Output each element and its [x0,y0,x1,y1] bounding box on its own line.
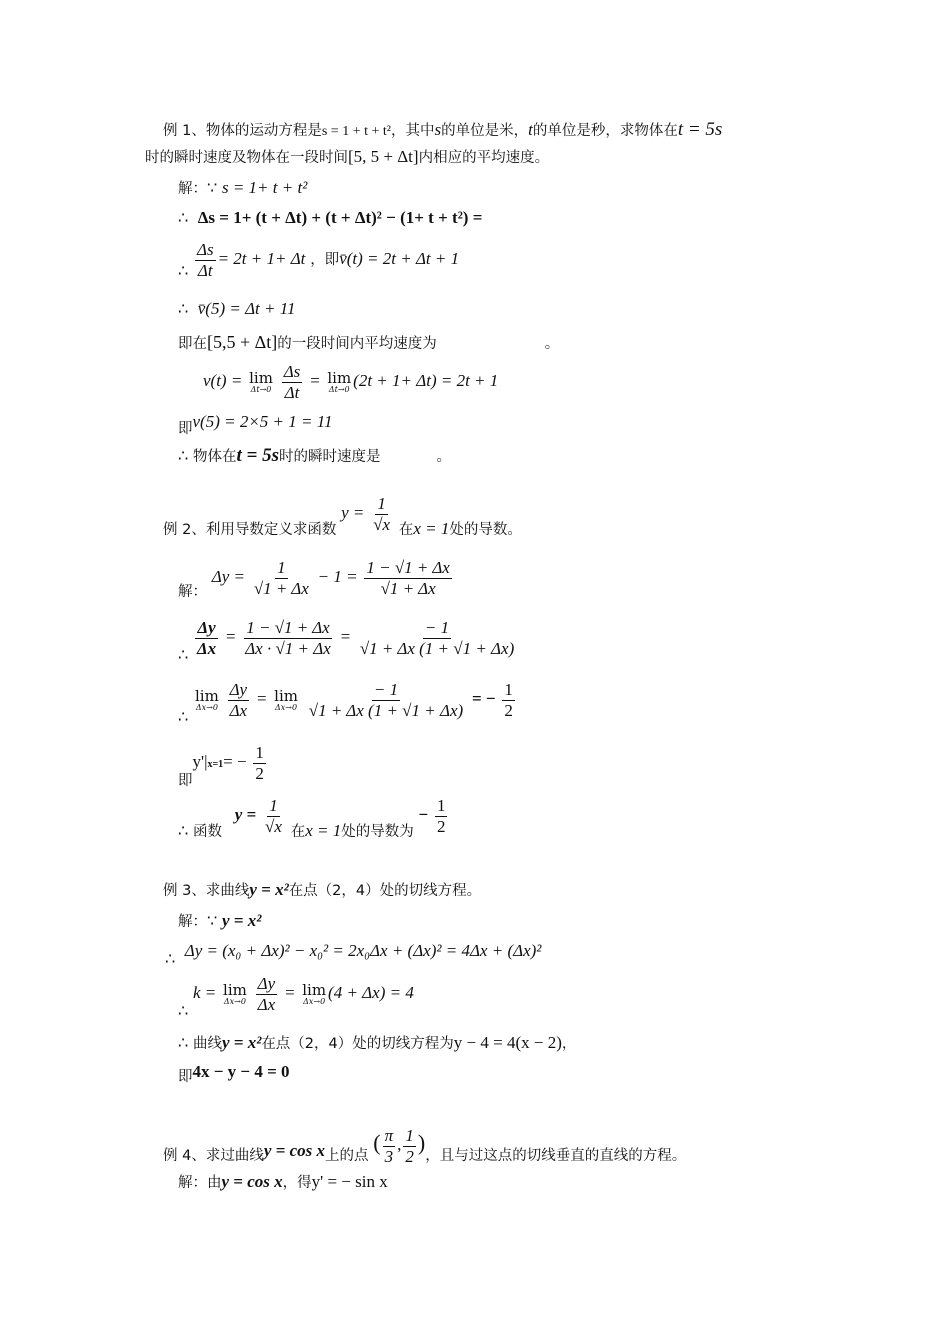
fraction-numerator: 1 [269,796,278,815]
lim-subscript: Δx→0 [223,996,246,1006]
fraction-numerator: 1 [277,558,286,577]
ex3-dy-dx-fraction [256,974,278,1014]
therefore-symbol: ∴ [178,1033,189,1052]
ex1-eq-s: s = 1 + t + t² [321,124,391,139]
ex2-ratio-fraction-2 [358,618,516,658]
fraction-denominator: √x [373,514,391,534]
ex1-mid2: 的单位是米， [441,123,529,139]
ex1-vt-eq: = [309,371,321,391]
ex2-ratio-line [178,618,518,664]
ex1-v5-final: v(5) = 2×5 + 1 = 11 [192,412,333,431]
therefore-symbol: ∴ [178,208,189,227]
ex1-line1 [163,119,722,142]
ex1-vt-lhs: v(t) = [203,371,243,391]
ex3-sol [178,911,261,931]
ex2-dy-fraction-1 [252,558,311,598]
ex4-one-half [403,1126,416,1166]
fraction-denominator: Δt [197,260,213,280]
fraction-numerator: − 1 [373,680,399,699]
ex2-yprime: y'| [192,752,208,772]
ex2-conc-half [435,796,448,836]
ex2-conclusion [178,796,449,841]
lim-subscript: Δx→0 [195,702,218,712]
ex1-conc-a: 物体在 [192,449,237,465]
ex3-conc-b: 在点（2，4）处的切线方程为 [261,1036,454,1052]
ex1-ds-dt-fraction-2 [282,362,303,402]
ex1-sym-s: s [434,120,442,139]
ex4-curve: y = cos x [263,1141,325,1161]
fraction-numerator: − 1 [424,618,450,637]
therefore-symbol: ∴ [178,446,189,465]
ex4-sol-curve: y = cos x [221,1172,283,1191]
ex1-conc-t: t = 5s [236,445,279,466]
ex1-vbar-eq: v̄(t) = 2t + Δt + 1 [339,249,460,269]
ex4-mid: 上的点 [325,1148,369,1165]
lim-word: lim [274,686,298,705]
ex3-tail: 在点（2，4）处的切线方程。 [288,883,482,899]
ex3-line-eq-text: 4x − y − 4 = 0 [192,1062,290,1081]
ex2-dy-dx-fraction [195,618,218,658]
ex1-vt-rhs: (2t + 1+ Δt) = 2t + 1 [353,371,499,391]
ex1-conc-end: 。 [436,449,451,465]
fraction-numerator: Δy [229,680,248,699]
ex2-sol-label: 解： [178,584,207,601]
fraction-numerator: 1 [255,743,264,762]
ex2-line1 [163,494,522,539]
limit-operator [249,368,273,394]
ex1-mid1: ，其中 [390,123,435,139]
ex1-t5s: t = 5s [677,119,723,140]
ex4-sol [178,1172,388,1192]
limit-operator [194,686,219,712]
ex1-ds-eq: Δs = 1+ (t + Δt) + (t + Δt)² − (1+ t + t²) = [197,208,483,227]
fraction-denominator: Δx [196,638,217,658]
ex1-sol-label: 解： [178,181,207,197]
ex3-line-eq [178,1062,290,1086]
fraction-numerator: Δs [283,362,301,381]
equals: = [224,627,237,647]
fraction-numerator: 1 [504,680,513,699]
ex2-conc-mid: 处的导数为 [341,824,414,841]
lim-word: lim [302,980,327,999]
ex2-conc-y-lhs: y = [234,805,257,825]
therefore-symbol: ∴ [165,949,176,968]
fraction-denominator: 2 [405,1146,414,1166]
fraction-denominator: 2 [255,763,264,783]
ex2-conc-fraction [263,796,284,836]
fraction-numerator: 1 [377,494,386,513]
lim-word: lim [327,368,352,387]
open-paren: ( [373,1130,381,1156]
ex2-half-neg: = − [471,689,496,709]
ex2-conc-x1: x = 1 [305,821,342,841]
therefore-symbol: ∴ [178,260,189,280]
close-paren: ) [417,1130,426,1156]
ex1-interval: [5, 5 + Δt] [348,147,419,166]
ex4-deriv: y' = − sin x [311,1172,388,1191]
ex4-tail: ，且与过这点的切线垂直的直线的方程。 [425,1148,687,1165]
ex3-dy-line [165,941,541,968]
ex1-v5-eq: v̄(5) = Δt + 11 [197,299,296,318]
ex4-sol-b: ，得 [282,1175,312,1191]
limit-operator [223,980,247,1006]
ex3-conclusion [178,1033,576,1053]
ex3-k-lhs: k = [192,983,217,1003]
fraction-denominator: Δx · √1 + Δx [245,638,331,658]
ex4-label: 例 4、求过曲线 [163,1148,264,1165]
therefore-symbol: ∴ [178,299,189,318]
ex4-sol-a: 解：由 [178,1175,222,1191]
ex2-tail: 处的导数。 [449,522,522,539]
limit-operator [274,686,298,712]
ex2-ratio-fraction-1 [243,618,333,658]
ex2-yprime-rhs: = − [223,752,247,772]
fraction-denominator: √1 + Δx (1 + √1 + Δx) [359,638,515,658]
ex3-dy-eq: Δy = (x₀ + Δx)² − x₀² = 2x₀Δx + (Δx)² = 4Δx + (Δx)² [184,941,542,960]
ex1-ds-dt-fraction [195,240,216,280]
ex1-avg-end: 。 [544,336,560,352]
ex2-dy-line [178,558,454,601]
ex3-curve: y = x² [249,880,289,899]
ex2-yprime-sub: x=1 [207,759,224,771]
ex2-minus1: − 1 = [317,567,358,587]
ex3-comma: ， [561,1036,577,1052]
ex1-sym-t: t [528,120,533,139]
ex1-avg-line [178,332,559,354]
ex1-sol-eq: s = 1+ t + t² [221,178,308,197]
ex4-pi-over-3 [383,1126,396,1166]
ex1-v5-line [178,299,295,319]
ex1-line2-a: 时的瞬时速度及物体在一段时间 [145,150,348,166]
ex2-conc-neg: − [418,805,429,825]
ex1-line2 [145,147,549,167]
fraction-denominator: Δx [257,994,276,1014]
lim-word: lim [223,980,247,999]
lim-subscript: Δx→0 [275,702,298,712]
fraction-numerator: Δs [196,240,214,259]
ex2-yprime-fraction [253,743,266,783]
lim-subscript: Δx→0 [303,996,326,1006]
because-symbol: ∵ [207,178,218,197]
lim-subscript: Δt→0 [328,384,350,394]
fraction-numerator: 1 [436,796,446,815]
fraction-denominator: √1 + Δx (1 + √1 + Δx) [308,700,464,720]
ex2-limit-line [178,680,517,726]
fraction-denominator: Δt [284,382,300,402]
fraction-numerator: 1 [405,1126,414,1145]
ex1-comma-ji: ，即 [310,252,340,269]
ji-label: 即 [178,1069,193,1085]
ex3-k-line: ∴ k = lim Δx→0 $\frac{\Delta y}{\Delta x}$ = lim Δx→0 (4 + Δx) = 4 [178,974,414,1021]
ex3-label: 例 3、求曲线 [163,883,250,899]
fraction-numerator: 1 − √1 + Δx [246,618,330,637]
ex1-avg-interval: [5,5 + Δt] [207,332,278,352]
ex1-frac-rhs: = 2t + 1+ Δt [217,249,306,269]
ex2-lim-fraction [307,680,465,720]
ex3-line1 [163,880,481,900]
limit-operator [327,368,352,394]
fraction-denominator: Δx [229,700,248,720]
ex4-line1: 例 4、求过曲线y = cos x上的点 ( $\frac{\pi}{3}$ , $\frac{1}{2}$ )，且与过这点的切线垂直的直线的方程。 [163,1126,687,1166]
lim-word: lim [249,368,273,387]
ex3-sol-label: 解： [178,914,207,930]
ex1-conc-b: 时的瞬时速度是 [278,449,381,465]
ex2-dy-lhs: Δy = [211,567,246,587]
ex3-tangent: y − 4 = 4(x − 2) [453,1033,562,1052]
therefore-symbol: ∴ [178,821,189,841]
therefore-symbol: ∴ [178,645,189,665]
ex2-y-lhs: y = [341,503,365,523]
ex3-sol-curve: y = x² [221,911,262,930]
fraction-numerator: 1 − √1 + Δx [366,558,450,577]
ex3-k-rhs: (4 + Δx) = 4 [328,983,414,1003]
lim-subscript: Δt→0 [250,384,272,394]
ex2-conc-fn: 函数 [192,824,222,841]
ex2-fn-fraction [371,494,392,534]
ex2-x1: x = 1 [413,519,450,539]
ex2-yprime-line [178,743,268,790]
fraction-denominator: √1 + Δx [380,578,436,598]
ex2-lim-dy-dx [228,680,250,720]
fraction-denominator: 2 [504,700,513,720]
ex1-avg-a: 即在 [178,336,207,352]
ex1-mid3: 的单位是秒，求物体在 [532,123,678,139]
ex2-dy-fraction-2 [364,558,452,598]
fraction-denominator: √1 + Δx [253,578,309,598]
ex2-half-fraction [502,680,515,720]
because-symbol: ∵ [207,911,218,930]
ex1-v5-final-line [178,412,333,438]
ex3-conc-curve: y = x² [221,1033,262,1052]
equals: = [255,689,268,709]
ex1-avg-b: 的一段时间内平均速度为 [277,336,437,352]
therefore-symbol: ∴ [178,1001,189,1021]
ex1-limit-line [203,362,498,402]
fraction-numerator: π [384,1126,394,1145]
fraction-numerator: Δy [197,618,216,637]
therefore-symbol: ∴ [178,707,189,727]
ji-label: 即 [178,421,193,437]
ex1-conclusion [178,445,451,468]
fraction-denominator: 3 [384,1146,394,1166]
lim-word: lim [194,686,219,705]
ex1-frac-line [178,240,459,280]
ex1-line2-b: 内相应的平均速度。 [418,150,550,166]
ex2-at: 在 [398,522,414,539]
fraction-denominator: √x [265,816,282,836]
fraction-numerator: Δy [257,974,276,993]
equals: = [339,627,352,647]
limit-operator [302,980,327,1006]
ex1-sol [178,178,307,198]
ex2-label: 例 2、利用导数定义求函数 [163,522,337,539]
ex1-ds-line [178,208,482,228]
ex2-conc-at: 在 [290,824,306,841]
ex3-conc-a: 曲线 [192,1036,222,1052]
fraction-denominator: 2 [436,816,446,836]
ex1-label: 例 1、物体的运动方程是 [163,123,322,139]
ji-label: 即 [178,773,193,790]
